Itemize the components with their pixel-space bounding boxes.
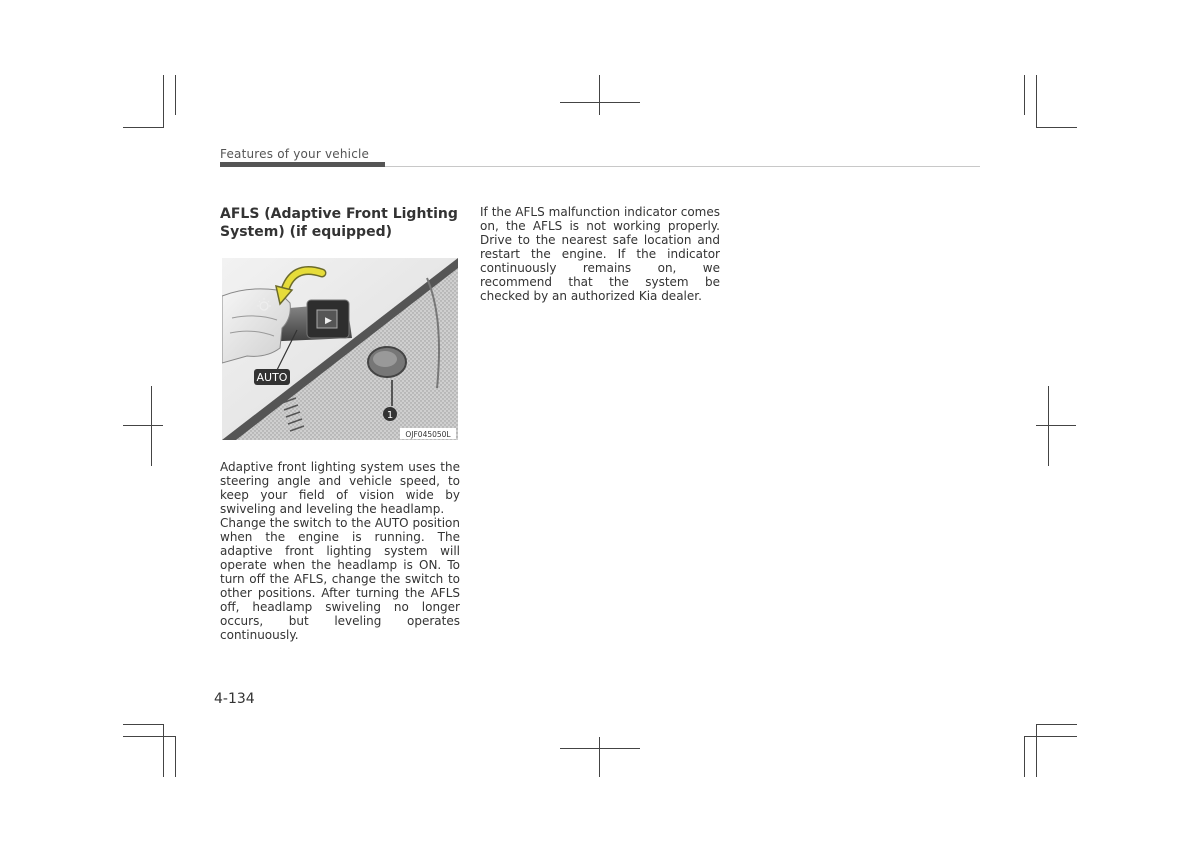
afls-switch-figure	[222, 258, 458, 440]
auto-callout: AUTO	[256, 371, 288, 384]
section-title: AFLS (Adaptive Front Lighting System) (if equipped)	[220, 206, 458, 240]
left-column-text	[220, 460, 460, 642]
figure-code: OJF045050L	[405, 430, 451, 439]
number-callout: 1	[386, 410, 394, 421]
page-number: 4-134	[214, 691, 255, 707]
header-rule	[385, 166, 980, 167]
paragraph: If the AFLS malfunction indicator comes on, the AFLS is not working properly. Drive to the nearest safe location and restart the engine. If the indicator continuously remains on, we recommend that the system be checked by an authorized Kia dealer.	[480, 205, 720, 303]
paragraph: Change the switch to the AUTO position when the engine is running. The adaptive front lighting system will operate when the headlamp is ON. To turn off the AFLS, change the switch to other positions. After turning the AFLS off, headlamp swiveling no longer occurs, but leveling operates continuously.	[220, 516, 460, 642]
running-header: Features of your vehicle	[220, 147, 370, 161]
right-column-text	[480, 205, 720, 303]
header-bar	[220, 162, 385, 167]
svg-text:▶: ▶	[325, 316, 332, 326]
paragraph: Adaptive front lighting system uses the steering angle and vehicle speed, to keep your field of vision wide by swiveling and leveling the headlamp.	[220, 460, 460, 516]
